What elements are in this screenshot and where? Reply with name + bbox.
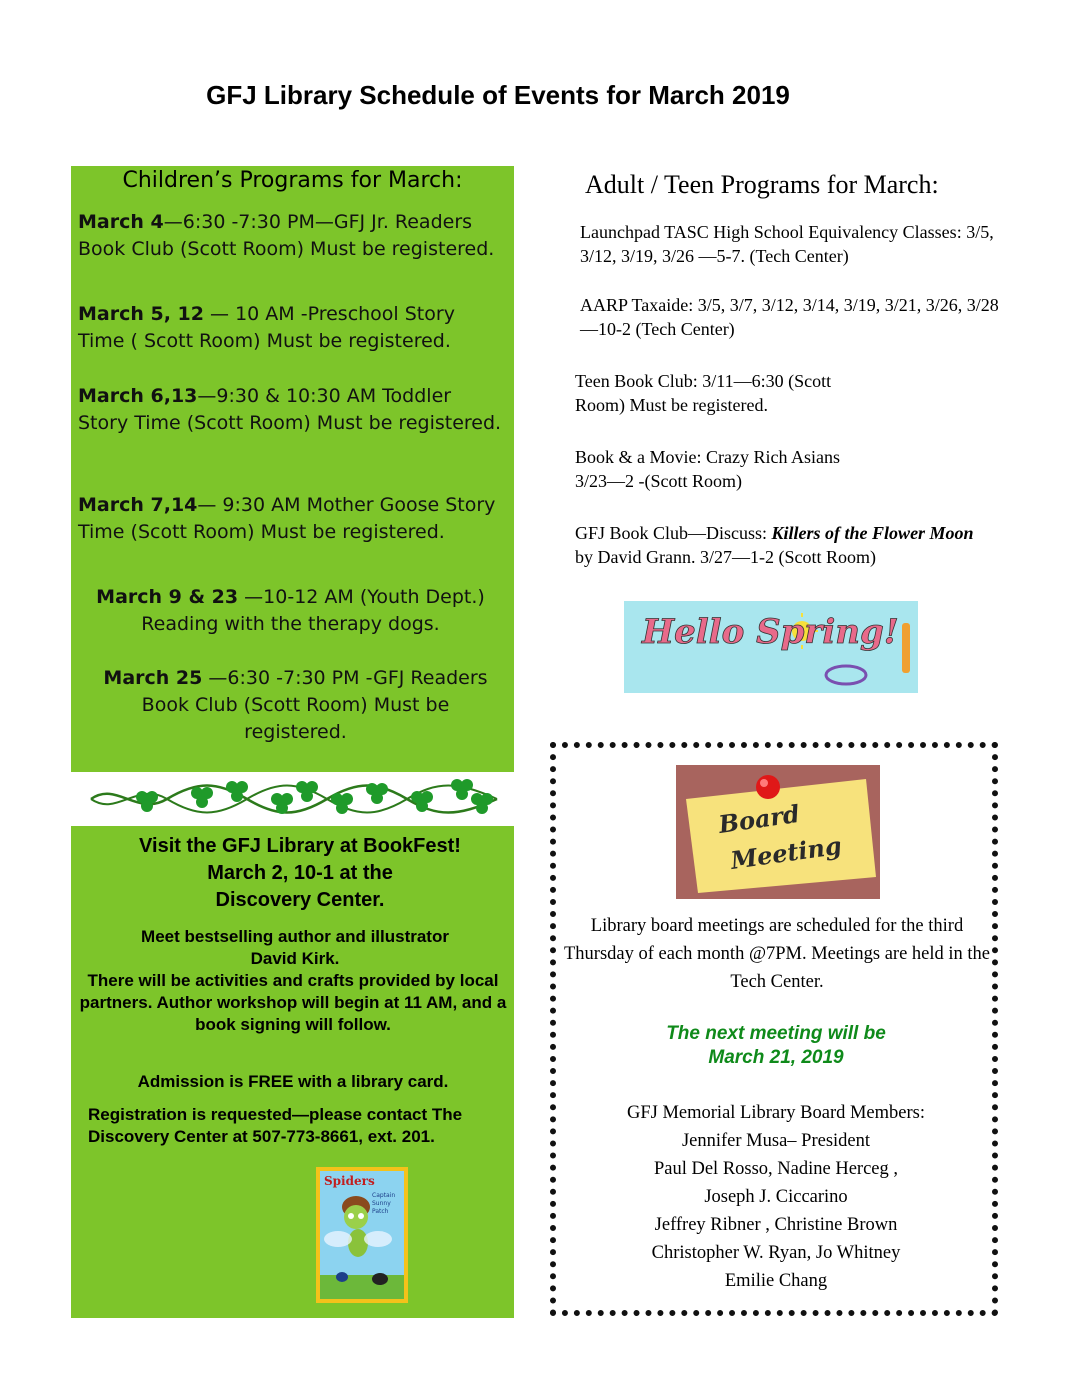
next-meeting: The next meeting will be March 21, 2019 xyxy=(666,1023,886,1068)
children-event-1: March 4—6:30 -7:30 PM—GFJ Jr. Readers Book Club (Scott Room) Must be registered. xyxy=(78,211,495,260)
bookfest-admission: Admission is FREE with a library card. xyxy=(137,1072,449,1091)
adult-program-teen-book-club: Teen Book Club: 3/11—6:30 (Scott Room) Must be registered. xyxy=(575,371,832,415)
bookfest-activities: There will be activities and crafts provided by local partners. Author workshop will begin at 11 AM, and a book signing will follow. xyxy=(79,971,507,1034)
board-member-line: Emilie Chang xyxy=(724,1271,828,1291)
board-member-line: Joseph J. Ciccarino xyxy=(704,1187,848,1207)
spiders-book-cover-image xyxy=(316,1167,408,1303)
childrens-programs-heading: Children’s Programs for March: xyxy=(122,168,463,193)
children-event-4: March 7,14— 9:30 AM Mother Goose Story Time (Scott Room) Must be registered. xyxy=(78,494,496,543)
board-meeting-note-image xyxy=(676,765,880,899)
board-members-heading: GFJ Memorial Library Board Members: xyxy=(627,1103,925,1123)
svg-text:Captain: Captain xyxy=(372,1192,396,1199)
bookfest-registration: Registration is requested—please contact The Discovery Center at 507-773-8661, ext. 201. xyxy=(88,1105,463,1146)
shamrock-vine-image xyxy=(77,773,509,825)
children-event-5: March 9 & 23 —10-12 AM (Youth Dept.) Reading with the therapy dogs. xyxy=(96,586,485,635)
svg-text:Sunny: Sunny xyxy=(372,1200,391,1207)
adult-program-aarp: AARP Taxaide: 3/5, 3/7, 3/12, 3/14, 3/19, 3/21, 3/26, 3/28—10-2 (Tech Center) xyxy=(580,295,999,339)
board-meeting-info: Library board meetings are scheduled for the third Thursday of each month @7PM. Meetings are held in the Tech Center. xyxy=(564,916,990,992)
board-members xyxy=(556,1099,996,1295)
svg-text:Meeting: Meeting xyxy=(728,830,844,875)
page-title: GFJ Library Schedule of Events for March 2019 xyxy=(206,80,790,110)
hello-spring-image xyxy=(624,601,918,693)
bookfest-author: Meet bestselling author and illustrator David Kirk. xyxy=(141,927,449,968)
bookfest-heading: Visit the GFJ Library at BookFest! March 2, 10-1 at the Discovery Center. xyxy=(139,835,461,911)
children-event-6: March 25 —6:30 -7:30 PM -GFJ Readers Book Club (Scott Room) Must be registered. xyxy=(103,667,488,743)
board-member-line: Jennifer Musa– President xyxy=(681,1131,871,1151)
board-member-line: Christopher W. Ryan, Jo Whitney xyxy=(651,1243,901,1263)
adult-programs-heading: Adult / Teen Programs for March: xyxy=(585,170,939,199)
hello-spring-text: Hello Spring! xyxy=(642,612,899,652)
svg-text:Patch: Patch xyxy=(372,1208,389,1215)
adult-program-tasc: Launchpad TASC High School Equivalency Classes: 3/5, 3/12, 3/19, 3/26 —5-7. (Tech Center) xyxy=(580,222,994,266)
children-event-2: March 5, 12 — 10 AM -Preschool Story Time ( Scott Room) Must be registered. xyxy=(78,303,455,352)
book-title-text: Spiders xyxy=(324,1174,375,1188)
svg-text:Board: Board xyxy=(716,798,802,839)
board-member-line: Jeffrey Ribner , Christine Brown xyxy=(654,1215,898,1235)
adult-program-gfj-book-club: GFJ Book Club—Discuss: Killers of the Flower Moon by David Grann. 3/27—1-2 (Scott Room) xyxy=(575,523,974,567)
adult-program-book-movie: Book & a Movie: Crazy Rich Asians 3/23—2 -(Scott Room) xyxy=(575,447,840,491)
children-event-3: March 6,13—9:30 & 10:30 AM Toddler Story Time (Scott Room) Must be registered. xyxy=(78,385,502,434)
board-member-line: Paul Del Rosso, Nadine Herceg , xyxy=(653,1159,899,1179)
